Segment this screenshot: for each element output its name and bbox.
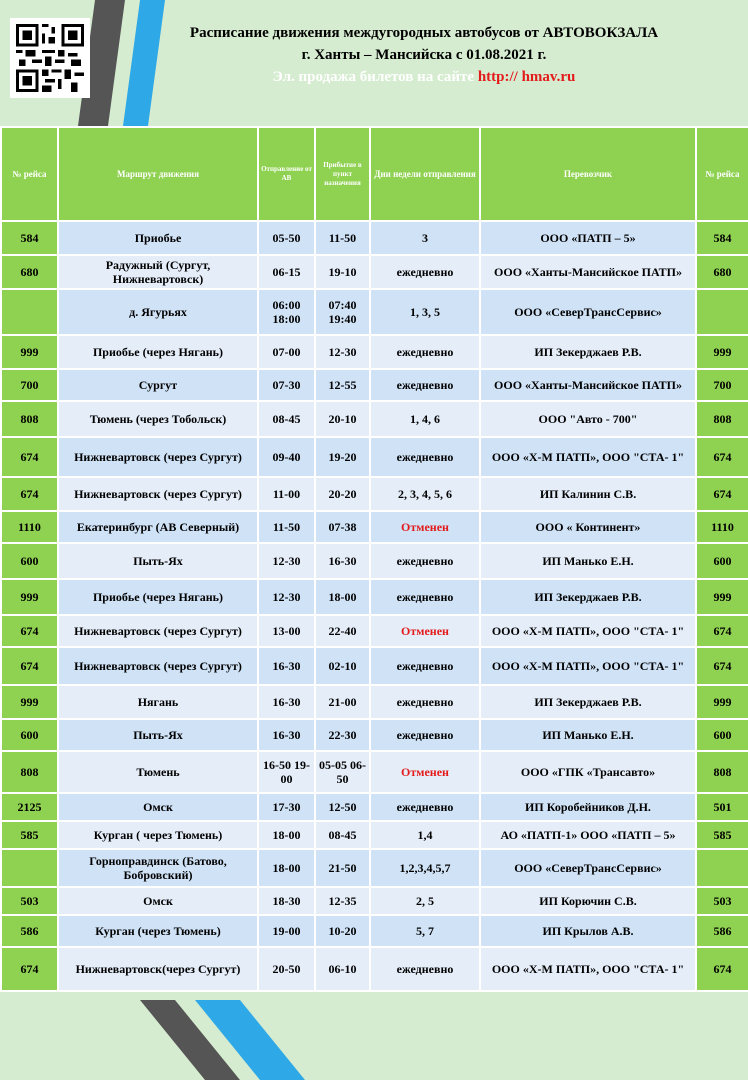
cell-carrier: ООО «Х-М ПАТП», ООО "СТА- 1" bbox=[480, 647, 696, 685]
cell-carrier: ИП Коробейников Д.Н. bbox=[480, 793, 696, 821]
schedule-table bbox=[0, 126, 748, 992]
cell-carrier: ООО «Ханты-Мансийское ПАТП» bbox=[480, 255, 696, 289]
cell-num-right: 674 bbox=[696, 477, 748, 511]
cell-days: Отменен bbox=[370, 751, 480, 793]
cell-num-right: 808 bbox=[696, 401, 748, 437]
table-row bbox=[1, 579, 748, 615]
cell-route: Нижневартовск (через Сургут) bbox=[58, 647, 258, 685]
cell-route: Сургут bbox=[58, 369, 258, 401]
cell-num-right: 600 bbox=[696, 719, 748, 751]
cell-arrive: 20-10 bbox=[315, 401, 370, 437]
cell-days: ежедневно bbox=[370, 947, 480, 991]
cell-num: 584 bbox=[1, 221, 58, 255]
cell-arrive: 10-20 bbox=[315, 915, 370, 947]
cell-num-right: 808 bbox=[696, 751, 748, 793]
cell-arrive: 07:40 19:40 bbox=[315, 289, 370, 335]
cell-depart: 07-30 bbox=[258, 369, 315, 401]
cell-route: Курган (через Тюмень) bbox=[58, 915, 258, 947]
col-header-arrive: Прибытие в пункт назначения bbox=[315, 127, 370, 221]
table-row bbox=[1, 821, 748, 849]
cell-days: ежедневно bbox=[370, 685, 480, 719]
cell-carrier: ИП Крылов А.В. bbox=[480, 915, 696, 947]
schedule-title bbox=[100, 22, 748, 88]
table-row bbox=[1, 751, 748, 793]
cell-depart: 18-30 bbox=[258, 887, 315, 915]
ticket-sale-line bbox=[100, 66, 748, 88]
table-row bbox=[1, 335, 748, 369]
cell-route: Пыть-Ях bbox=[58, 719, 258, 751]
col-header-days: Дни недели отправления bbox=[370, 127, 480, 221]
cell-num-right: 501 bbox=[696, 793, 748, 821]
cell-route: Приобье (через Нягань) bbox=[58, 579, 258, 615]
cell-num: 600 bbox=[1, 719, 58, 751]
table-row bbox=[1, 255, 748, 289]
cell-carrier: ООО «СеверТрансСервис» bbox=[480, 289, 696, 335]
cell-days: ежедневно bbox=[370, 543, 480, 579]
cell-num: 1110 bbox=[1, 511, 58, 543]
cell-num: 680 bbox=[1, 255, 58, 289]
ticket-sale-link[interactable]: http:// hmav.ru bbox=[477, 69, 576, 85]
cell-route: Приобье bbox=[58, 221, 258, 255]
cell-arrive: 12-55 bbox=[315, 369, 370, 401]
cell-days: ежедневно bbox=[370, 579, 480, 615]
cell-depart: 13-00 bbox=[258, 615, 315, 647]
cell-num: 503 bbox=[1, 887, 58, 915]
cell-days: 5, 7 bbox=[370, 915, 480, 947]
table-row bbox=[1, 793, 748, 821]
cell-route: Приобье (через Нягань) bbox=[58, 335, 258, 369]
table-row bbox=[1, 401, 748, 437]
cell-route: Екатеринбург (АВ Северный) bbox=[58, 511, 258, 543]
table-row bbox=[1, 647, 748, 685]
cell-days: Отменен bbox=[370, 511, 480, 543]
cell-num: 2125 bbox=[1, 793, 58, 821]
col-header-depart: Отправление от АВ bbox=[258, 127, 315, 221]
cell-route: Тюмень (через Тобольск) bbox=[58, 401, 258, 437]
cell-carrier: ООО «Ханты-Мансийское ПАТП» bbox=[480, 369, 696, 401]
cell-route: Нижневартовск (через Сургут) bbox=[58, 615, 258, 647]
cell-arrive: 18-00 bbox=[315, 579, 370, 615]
cell-carrier: ИП Зекерджаев Р.В. bbox=[480, 579, 696, 615]
cell-route: Нижневартовск(через Сургут) bbox=[58, 947, 258, 991]
cell-num: 999 bbox=[1, 335, 58, 369]
cell-days: 1, 3, 5 bbox=[370, 289, 480, 335]
cell-days: ежедневно bbox=[370, 369, 480, 401]
cell-arrive: 22-40 bbox=[315, 615, 370, 647]
cell-carrier: ООО "Авто - 700" bbox=[480, 401, 696, 437]
cell-arrive: 07-38 bbox=[315, 511, 370, 543]
cell-depart: 16-30 bbox=[258, 647, 315, 685]
cell-num-right: 674 bbox=[696, 437, 748, 477]
cell-depart: 18-00 bbox=[258, 821, 315, 849]
cell-num-right: 586 bbox=[696, 915, 748, 947]
cell-days: ежедневно bbox=[370, 335, 480, 369]
cell-depart: 12-30 bbox=[258, 579, 315, 615]
cell-carrier: АО «ПАТП-1» ООО «ПАТП – 5» bbox=[480, 821, 696, 849]
cell-days: ежедневно bbox=[370, 719, 480, 751]
cell-carrier: ООО «Х-М ПАТП», ООО "СТА- 1" bbox=[480, 947, 696, 991]
cell-days: 2, 5 bbox=[370, 887, 480, 915]
cell-num-right: 999 bbox=[696, 685, 748, 719]
cell-route: Нижневартовск (через Сургут) bbox=[58, 437, 258, 477]
table-row bbox=[1, 615, 748, 647]
table-row bbox=[1, 437, 748, 477]
table-row bbox=[1, 289, 748, 335]
cell-carrier: ИП Зекерджаев Р.В. bbox=[480, 685, 696, 719]
cell-days: 1,2,3,4,5,7 bbox=[370, 849, 480, 887]
cell-carrier: ООО « Континент» bbox=[480, 511, 696, 543]
cell-num-right: 674 bbox=[696, 947, 748, 991]
cell-depart: 17-30 bbox=[258, 793, 315, 821]
cell-arrive: 20-20 bbox=[315, 477, 370, 511]
cell-depart: 18-00 bbox=[258, 849, 315, 887]
cell-arrive: 19-10 bbox=[315, 255, 370, 289]
table-header-row bbox=[1, 127, 748, 221]
cell-num-right bbox=[696, 289, 748, 335]
cell-depart: 09-40 bbox=[258, 437, 315, 477]
cell-num bbox=[1, 849, 58, 887]
cell-depart: 06-15 bbox=[258, 255, 315, 289]
cell-depart: 19-00 bbox=[258, 915, 315, 947]
cell-depart: 16-30 bbox=[258, 685, 315, 719]
cell-num-right: 503 bbox=[696, 887, 748, 915]
cell-days: 3 bbox=[370, 221, 480, 255]
col-header-num-right: № рейса bbox=[696, 127, 748, 221]
cell-days: ежедневно bbox=[370, 647, 480, 685]
cell-num: 585 bbox=[1, 821, 58, 849]
cell-num: 674 bbox=[1, 437, 58, 477]
cell-num: 674 bbox=[1, 615, 58, 647]
cell-num: 700 bbox=[1, 369, 58, 401]
table-row bbox=[1, 685, 748, 719]
table-row bbox=[1, 719, 748, 751]
cell-num: 808 bbox=[1, 751, 58, 793]
cell-days: 1,4 bbox=[370, 821, 480, 849]
cell-carrier: ООО «ГПК «Трансавто» bbox=[480, 751, 696, 793]
table-row bbox=[1, 477, 748, 511]
table-row bbox=[1, 849, 748, 887]
cell-num-right: 584 bbox=[696, 221, 748, 255]
cell-depart: 20-50 bbox=[258, 947, 315, 991]
cell-num: 808 bbox=[1, 401, 58, 437]
cell-carrier: ИП Корючин С.В. bbox=[480, 887, 696, 915]
cell-arrive: 21-50 bbox=[315, 849, 370, 887]
title-line-1: Расписание движения междугородных автобусов от АВТОВОКЗАЛА bbox=[189, 25, 659, 41]
cell-carrier: ИП Манько Е.Н. bbox=[480, 543, 696, 579]
cell-num: 674 bbox=[1, 647, 58, 685]
ticket-sale-text: Эл. продажа билетов на сайте bbox=[272, 69, 478, 85]
cell-days: 2, 3, 4, 5, 6 bbox=[370, 477, 480, 511]
cell-route: Нягань bbox=[58, 685, 258, 719]
table-row bbox=[1, 511, 748, 543]
cell-num: 999 bbox=[1, 579, 58, 615]
col-header-num: № рейса bbox=[1, 127, 58, 221]
cell-carrier: ИП Манько Е.Н. bbox=[480, 719, 696, 751]
cell-depart: 11-00 bbox=[258, 477, 315, 511]
cell-depart: 08-45 bbox=[258, 401, 315, 437]
col-header-carrier: Перевозчик bbox=[480, 127, 696, 221]
cell-days: 1, 4, 6 bbox=[370, 401, 480, 437]
cell-route: Нижневартовск (через Сургут) bbox=[58, 477, 258, 511]
col-header-route: Маршрут движения bbox=[58, 127, 258, 221]
qr-code-icon bbox=[16, 24, 84, 92]
cell-route: Горноправдинск (Батово, Бобровский) bbox=[58, 849, 258, 887]
cell-carrier: ООО «СеверТрансСервис» bbox=[480, 849, 696, 887]
cell-days: Отменен bbox=[370, 615, 480, 647]
cell-num-right: 999 bbox=[696, 579, 748, 615]
cell-arrive: 05-05 06-50 bbox=[315, 751, 370, 793]
table-row bbox=[1, 221, 748, 255]
cell-depart: 05-50 bbox=[258, 221, 315, 255]
cell-days: ежедневно bbox=[370, 255, 480, 289]
cell-depart: 16-30 bbox=[258, 719, 315, 751]
title-line-2: г. Ханты – Мансийска с 01.08.2021 г. bbox=[301, 47, 547, 63]
table-row bbox=[1, 915, 748, 947]
cell-carrier: ООО «Х-М ПАТП», ООО "СТА- 1" bbox=[480, 615, 696, 647]
cell-arrive: 16-30 bbox=[315, 543, 370, 579]
cell-num: 674 bbox=[1, 947, 58, 991]
cell-num: 586 bbox=[1, 915, 58, 947]
cell-num bbox=[1, 289, 58, 335]
table-row bbox=[1, 543, 748, 579]
cell-carrier: ООО «Х-М ПАТП», ООО "СТА- 1" bbox=[480, 437, 696, 477]
cell-arrive: 21-00 bbox=[315, 685, 370, 719]
cell-depart: 12-30 bbox=[258, 543, 315, 579]
cell-num-right: 674 bbox=[696, 615, 748, 647]
cell-num-right bbox=[696, 849, 748, 887]
cell-num: 600 bbox=[1, 543, 58, 579]
cell-route: Тюмень bbox=[58, 751, 258, 793]
cell-num-right: 585 bbox=[696, 821, 748, 849]
cell-arrive: 08-45 bbox=[315, 821, 370, 849]
cell-num: 674 bbox=[1, 477, 58, 511]
cell-arrive: 02-10 bbox=[315, 647, 370, 685]
table-row bbox=[1, 369, 748, 401]
cell-depart: 16-50 19-00 bbox=[258, 751, 315, 793]
cell-arrive: 19-20 bbox=[315, 437, 370, 477]
cell-num-right: 1110 bbox=[696, 511, 748, 543]
cell-num-right: 999 bbox=[696, 335, 748, 369]
table-row bbox=[1, 947, 748, 991]
cell-depart: 06:00 18:00 bbox=[258, 289, 315, 335]
cell-days: ежедневно bbox=[370, 793, 480, 821]
cell-arrive: 11-50 bbox=[315, 221, 370, 255]
table-row bbox=[1, 887, 748, 915]
cell-route: Курган ( через Тюмень) bbox=[58, 821, 258, 849]
cell-route: Радужный (Сургут, Нижневартовск) bbox=[58, 255, 258, 289]
cell-route: Омск bbox=[58, 793, 258, 821]
cell-arrive: 12-35 bbox=[315, 887, 370, 915]
cell-arrive: 22-30 bbox=[315, 719, 370, 751]
cell-route: д. Ягурьях bbox=[58, 289, 258, 335]
cell-arrive: 12-50 bbox=[315, 793, 370, 821]
cell-route: Омск bbox=[58, 887, 258, 915]
qr-code bbox=[10, 18, 90, 98]
cell-days: ежедневно bbox=[370, 437, 480, 477]
cell-depart: 11-50 bbox=[258, 511, 315, 543]
cell-arrive: 06-10 bbox=[315, 947, 370, 991]
decor-stripes-bottom bbox=[0, 1000, 748, 1080]
cell-route: Пыть-Ях bbox=[58, 543, 258, 579]
schedule-body bbox=[1, 221, 748, 991]
cell-depart: 07-00 bbox=[258, 335, 315, 369]
cell-num-right: 674 bbox=[696, 647, 748, 685]
cell-arrive: 12-30 bbox=[315, 335, 370, 369]
cell-carrier: ООО «ПАТП – 5» bbox=[480, 221, 696, 255]
cell-num: 999 bbox=[1, 685, 58, 719]
cell-num-right: 680 bbox=[696, 255, 748, 289]
cell-carrier: ИП Зекерджаев Р.В. bbox=[480, 335, 696, 369]
cell-num-right: 700 bbox=[696, 369, 748, 401]
cell-num-right: 600 bbox=[696, 543, 748, 579]
cell-carrier: ИП Калинин С.В. bbox=[480, 477, 696, 511]
